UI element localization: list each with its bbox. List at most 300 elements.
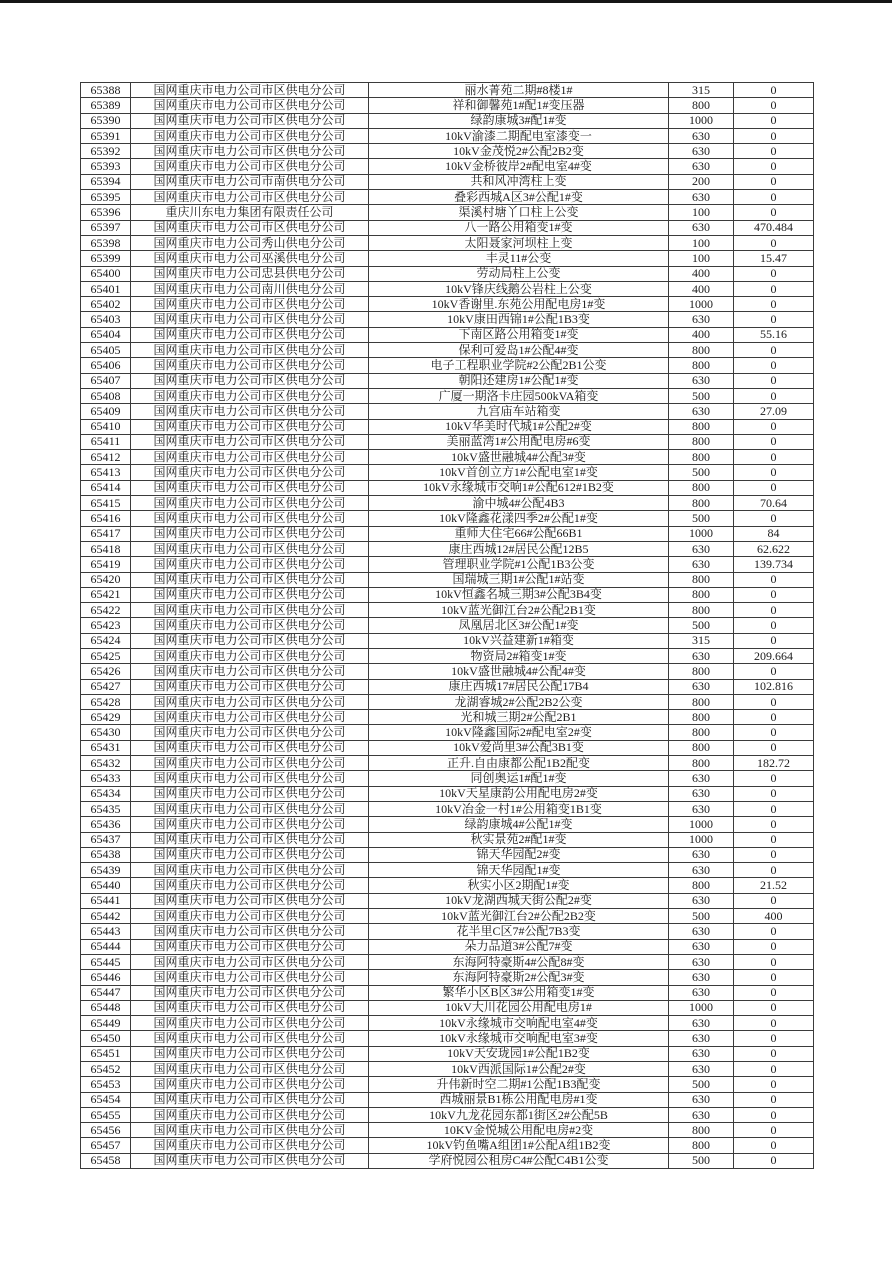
cell-id: 65415 (81, 496, 131, 511)
cell-name: 劳动局柱上公变 (369, 266, 669, 281)
table-row (81, 1062, 814, 1077)
cell-name: 繁华小区B区3#公用箱变1#变 (369, 985, 669, 1000)
cell-value: 0 (734, 1031, 814, 1046)
cell-company: 国网重庆市电力公司市区供电分公司 (131, 924, 369, 939)
cell-capacity: 800 (669, 756, 734, 771)
cell-company: 国网重庆市电力公司市区供电分公司 (131, 1092, 369, 1107)
cell-name: 10kV永缘城市交响配电室4#变 (369, 1016, 669, 1031)
table-row (81, 190, 814, 205)
table-row (81, 847, 814, 862)
cell-id: 65445 (81, 954, 131, 969)
cell-capacity: 630 (669, 557, 734, 572)
table-row (81, 1123, 814, 1138)
cell-name: 10kV永缘城市交响配电室3#变 (369, 1031, 669, 1046)
cell-value: 0 (734, 832, 814, 847)
cell-capacity: 630 (669, 312, 734, 327)
cell-capacity: 500 (669, 388, 734, 403)
cell-id: 65409 (81, 404, 131, 419)
cell-company: 国网重庆市电力公司市区供电分公司 (131, 541, 369, 556)
cell-id: 65421 (81, 587, 131, 602)
cell-name: 10kV盛世融城4#公配3#变 (369, 450, 669, 465)
cell-capacity: 400 (669, 281, 734, 296)
cell-name: 10KV金悦城公用配电房#2变 (369, 1123, 669, 1138)
cell-company: 国网重庆市电力公司市区供电分公司 (131, 511, 369, 526)
cell-id: 65427 (81, 679, 131, 694)
cell-name: 10kV钓鱼嘴A组团1#公配A组1B2变 (369, 1138, 669, 1153)
table-row (81, 954, 814, 969)
cell-capacity: 630 (669, 786, 734, 801)
cell-company: 国网重庆市电力公司市区供电分公司 (131, 710, 369, 725)
cell-capacity: 800 (669, 1123, 734, 1138)
cell-name: 下南区路公用箱变1#变 (369, 327, 669, 342)
table-row (81, 1138, 814, 1153)
cell-value: 0 (734, 786, 814, 801)
cell-capacity: 630 (669, 939, 734, 954)
cell-company: 国网重庆市电力公司市区供电分公司 (131, 327, 369, 342)
cell-company: 国网重庆市电力公司市区供电分公司 (131, 128, 369, 143)
cell-value: 55.16 (734, 327, 814, 342)
cell-name: 物资局2#箱变1#变 (369, 648, 669, 663)
table-row (81, 587, 814, 602)
cell-company: 国网重庆市电力公司市区供电分公司 (131, 404, 369, 419)
cell-company: 国网重庆市电力公司市区供电分公司 (131, 1153, 369, 1168)
table-row (81, 725, 814, 740)
cell-capacity: 630 (669, 220, 734, 235)
cell-capacity: 800 (669, 725, 734, 740)
cell-company: 国网重庆市电力公司市区供电分公司 (131, 618, 369, 633)
cell-id: 65394 (81, 174, 131, 189)
cell-value: 0 (734, 98, 814, 113)
cell-company: 国网重庆市电力公司市区供电分公司 (131, 725, 369, 740)
cell-capacity: 630 (669, 404, 734, 419)
table-row (81, 541, 814, 556)
table-row (81, 1153, 814, 1168)
cell-id: 65442 (81, 909, 131, 924)
table-row (81, 618, 814, 633)
cell-company: 国网重庆市电力公司南川供电分公司 (131, 281, 369, 296)
cell-name: 10kV天星康韵公用配电房2#变 (369, 786, 669, 801)
cell-name: 广厦一期洛卡庄园500kVA箱变 (369, 388, 669, 403)
cell-company: 国网重庆市电力公司巫溪供电分公司 (131, 251, 369, 266)
cell-company: 国网重庆市电力公司市区供电分公司 (131, 1016, 369, 1031)
cell-company: 国网重庆市电力公司市区供电分公司 (131, 1077, 369, 1092)
table-row (81, 480, 814, 495)
cell-capacity: 630 (669, 128, 734, 143)
cell-value: 0 (734, 1092, 814, 1107)
cell-id: 65399 (81, 251, 131, 266)
cell-id: 65391 (81, 128, 131, 143)
cell-name: 升伟新时空二期#1公配1B3配变 (369, 1077, 669, 1092)
cell-company: 国网重庆市电力公司市区供电分公司 (131, 113, 369, 128)
table-row (81, 128, 814, 143)
cell-value: 0 (734, 358, 814, 373)
cell-company: 国网重庆市电力公司市区供电分公司 (131, 1123, 369, 1138)
cell-company: 国网重庆市电力公司市区供电分公司 (131, 144, 369, 159)
cell-value: 0 (734, 1077, 814, 1092)
cell-capacity: 500 (669, 909, 734, 924)
cell-company: 国网重庆市电力公司市区供电分公司 (131, 1000, 369, 1015)
cell-capacity: 630 (669, 954, 734, 969)
cell-name: 祥和御馨苑1#配1#变压器 (369, 98, 669, 113)
table-row (81, 419, 814, 434)
cell-value: 0 (734, 863, 814, 878)
cell-id: 65452 (81, 1062, 131, 1077)
cell-name: 10kV爱尚里3#公配3B1变 (369, 740, 669, 755)
table-row (81, 1077, 814, 1092)
table-row (81, 786, 814, 801)
cell-capacity: 800 (669, 664, 734, 679)
table-row (81, 205, 814, 220)
cell-name: 10kV永缘城市交响1#公配612#1B2变 (369, 480, 669, 495)
table-row (81, 924, 814, 939)
cell-company: 国网重庆市电力公司市区供电分公司 (131, 679, 369, 694)
cell-capacity: 400 (669, 266, 734, 281)
cell-capacity: 315 (669, 633, 734, 648)
cell-capacity: 630 (669, 541, 734, 556)
cell-company: 国网重庆市电力公司市区供电分公司 (131, 358, 369, 373)
cell-capacity: 800 (669, 496, 734, 511)
cell-id: 65400 (81, 266, 131, 281)
table-row (81, 144, 814, 159)
cell-name: 保利可爱岛1#公配4#变 (369, 343, 669, 358)
cell-company: 国网重庆市电力公司市区供电分公司 (131, 847, 369, 862)
cell-id: 65401 (81, 281, 131, 296)
cell-value: 0 (734, 434, 814, 449)
cell-company: 国网重庆市电力公司市区供电分公司 (131, 878, 369, 893)
cell-id: 65453 (81, 1077, 131, 1092)
cell-value: 0 (734, 1000, 814, 1015)
cell-value: 0 (734, 801, 814, 816)
cell-name: 叠彩西城A区3#公配1#变 (369, 190, 669, 205)
cell-value: 0 (734, 1046, 814, 1061)
cell-id: 65418 (81, 541, 131, 556)
cell-name: 渝中城4#公配4B3 (369, 496, 669, 511)
cell-value: 0 (734, 419, 814, 434)
cell-company: 国网重庆市电力公司市区供电分公司 (131, 893, 369, 908)
cell-name: 朵力品道3#公配7#变 (369, 939, 669, 954)
cell-name: 10kV金桥彼岸2#配电室4#变 (369, 159, 669, 174)
cell-company: 国网重庆市电力公司市区供电分公司 (131, 465, 369, 480)
cell-name: 西城丽景B1栋公用配电房#1变 (369, 1092, 669, 1107)
cell-id: 65397 (81, 220, 131, 235)
cell-value: 0 (734, 893, 814, 908)
cell-name: 10kV康田西锦1#公配1B3变 (369, 312, 669, 327)
cell-capacity: 800 (669, 878, 734, 893)
cell-id: 65433 (81, 771, 131, 786)
cell-company: 国网重庆市电力公司市区供电分公司 (131, 496, 369, 511)
cell-id: 65396 (81, 205, 131, 220)
cell-capacity: 200 (669, 174, 734, 189)
cell-name: 10kV恒鑫名城三期3#公配3B4变 (369, 587, 669, 602)
cell-id: 65454 (81, 1092, 131, 1107)
cell-id: 65428 (81, 694, 131, 709)
table-row (81, 1107, 814, 1122)
cell-value: 0 (734, 572, 814, 587)
table-row (81, 863, 814, 878)
table-body (81, 83, 814, 1169)
cell-id: 65425 (81, 648, 131, 663)
cell-name: 10kV隆鑫国际2#配电室2#变 (369, 725, 669, 740)
cell-capacity: 1000 (669, 526, 734, 541)
cell-name: 10kV冶金一村1#公用箱变1B1变 (369, 801, 669, 816)
table-row (81, 327, 814, 342)
cell-capacity: 800 (669, 710, 734, 725)
cell-id: 65413 (81, 465, 131, 480)
cell-value: 0 (734, 587, 814, 602)
table-row (81, 817, 814, 832)
cell-company: 国网重庆市电力公司市区供电分公司 (131, 970, 369, 985)
cell-value: 0 (734, 1016, 814, 1031)
cell-capacity: 630 (669, 373, 734, 388)
cell-value: 0 (734, 725, 814, 740)
cell-id: 65412 (81, 450, 131, 465)
cell-value: 0 (734, 174, 814, 189)
cell-company: 国网重庆市电力公司市区供电分公司 (131, 98, 369, 113)
cell-company: 国网重庆市电力公司市区供电分公司 (131, 1031, 369, 1046)
cell-value: 0 (734, 159, 814, 174)
cell-capacity: 315 (669, 83, 734, 98)
cell-capacity: 100 (669, 205, 734, 220)
cell-id: 65419 (81, 557, 131, 572)
table-row (81, 740, 814, 755)
cell-company: 国网重庆市电力公司市区供电分公司 (131, 756, 369, 771)
cell-company: 国网重庆市电力公司市区供电分公司 (131, 297, 369, 312)
cell-capacity: 1000 (669, 1000, 734, 1015)
cell-capacity: 800 (669, 694, 734, 709)
cell-id: 65420 (81, 572, 131, 587)
cell-capacity: 800 (669, 450, 734, 465)
cell-capacity: 1000 (669, 832, 734, 847)
cell-name: 东海阿特豪斯4#公配8#变 (369, 954, 669, 969)
cell-id: 65457 (81, 1138, 131, 1153)
table-row (81, 832, 814, 847)
cell-name: 10kV龙湖西城天街公配2#变 (369, 893, 669, 908)
cell-value: 0 (734, 388, 814, 403)
table-row (81, 220, 814, 235)
cell-value: 209.664 (734, 648, 814, 663)
cell-id: 65407 (81, 373, 131, 388)
cell-capacity: 1000 (669, 817, 734, 832)
table-row (81, 343, 814, 358)
table-row (81, 664, 814, 679)
cell-company: 国网重庆市电力公司忠县供电分公司 (131, 266, 369, 281)
cell-company: 国网重庆市电力公司市区供电分公司 (131, 450, 369, 465)
cell-name: 10kV天安珑园1#公配1B2变 (369, 1046, 669, 1061)
cell-value: 0 (734, 373, 814, 388)
cell-id: 65404 (81, 327, 131, 342)
cell-id: 65410 (81, 419, 131, 434)
cell-id: 65449 (81, 1016, 131, 1031)
cell-company: 国网重庆市电力公司市区供电分公司 (131, 572, 369, 587)
table-row (81, 266, 814, 281)
table-row (81, 1031, 814, 1046)
table-row (81, 511, 814, 526)
cell-value: 102.816 (734, 679, 814, 694)
cell-id: 65414 (81, 480, 131, 495)
cell-id: 65389 (81, 98, 131, 113)
cell-company: 国网重庆市电力公司市区供电分公司 (131, 1062, 369, 1077)
cell-value: 0 (734, 771, 814, 786)
cell-id: 65448 (81, 1000, 131, 1015)
cell-value: 0 (734, 144, 814, 159)
cell-name: 丽水菁苑二期#8楼1# (369, 83, 669, 98)
cell-company: 国网重庆市电力公司市区供电分公司 (131, 1138, 369, 1153)
cell-company: 国网重庆市电力公司市区供电分公司 (131, 664, 369, 679)
cell-id: 65438 (81, 847, 131, 862)
cell-capacity: 800 (669, 343, 734, 358)
cell-name: 锦天华园配1#变 (369, 863, 669, 878)
cell-company: 国网重庆市电力公司市区供电分公司 (131, 190, 369, 205)
cell-id: 65437 (81, 832, 131, 847)
table-row (81, 878, 814, 893)
cell-capacity: 630 (669, 863, 734, 878)
cell-id: 65402 (81, 297, 131, 312)
table-row (81, 174, 814, 189)
cell-name: 太阳聂家河坝柱上变 (369, 235, 669, 250)
cell-value: 0 (734, 985, 814, 1000)
table-row (81, 939, 814, 954)
cell-value: 0 (734, 970, 814, 985)
cell-value: 0 (734, 235, 814, 250)
cell-id: 65426 (81, 664, 131, 679)
cell-capacity: 100 (669, 235, 734, 250)
cell-value: 0 (734, 710, 814, 725)
cell-capacity: 630 (669, 1046, 734, 1061)
cell-value: 0 (734, 954, 814, 969)
cell-capacity: 100 (669, 251, 734, 266)
cell-value: 0 (734, 1123, 814, 1138)
cell-company: 国网重庆市电力公司市区供电分公司 (131, 419, 369, 434)
cell-id: 65455 (81, 1107, 131, 1122)
table-row (81, 679, 814, 694)
table-row (81, 450, 814, 465)
cell-name: 10kV首创立方1#公配电室1#变 (369, 465, 669, 480)
table-row (81, 388, 814, 403)
cell-name: 花半里C区7#公配7B3变 (369, 924, 669, 939)
cell-name: 渠溪村塘丫口柱上公变 (369, 205, 669, 220)
table-row (81, 985, 814, 1000)
cell-value: 0 (734, 924, 814, 939)
cell-company: 国网重庆市电力公司市区供电分公司 (131, 863, 369, 878)
cell-id: 65446 (81, 970, 131, 985)
cell-company: 国网重庆市电力公司市区供电分公司 (131, 587, 369, 602)
cell-name: 10kV金茂悦2#公配2B2变 (369, 144, 669, 159)
cell-name: 绿韵康城3#配1#变 (369, 113, 669, 128)
cell-company: 国网重庆市电力公司市区供电分公司 (131, 480, 369, 495)
cell-id: 65390 (81, 113, 131, 128)
cell-id: 65439 (81, 863, 131, 878)
cell-value: 21.52 (734, 878, 814, 893)
table-row (81, 801, 814, 816)
cell-name: 10kV渝漆二期配电室漆变一 (369, 128, 669, 143)
cell-name: 光和城三期2#公配2B1 (369, 710, 669, 725)
table-row (81, 113, 814, 128)
cell-name: 八一路公用箱变1#变 (369, 220, 669, 235)
cell-id: 65435 (81, 801, 131, 816)
cell-value: 0 (734, 1153, 814, 1168)
cell-name: 10kV香谢里.东苑公用配电房1#变 (369, 297, 669, 312)
cell-capacity: 630 (669, 970, 734, 985)
table-row (81, 373, 814, 388)
cell-capacity: 500 (669, 1077, 734, 1092)
cell-value: 15.47 (734, 251, 814, 266)
cell-company: 国网重庆市电力公司市区供电分公司 (131, 801, 369, 816)
cell-company: 国网重庆市电力公司市区供电分公司 (131, 526, 369, 541)
cell-value: 0 (734, 603, 814, 618)
cell-company: 国网重庆市电力公司市区供电分公司 (131, 83, 369, 98)
table-row (81, 1000, 814, 1015)
cell-value: 0 (734, 618, 814, 633)
cell-capacity: 630 (669, 190, 734, 205)
cell-company: 国网重庆市电力公司市区供电分公司 (131, 909, 369, 924)
table-row (81, 694, 814, 709)
table-row (81, 281, 814, 296)
cell-name: 10kV华美时代城1#公配2#变 (369, 419, 669, 434)
table-row (81, 909, 814, 924)
cell-name: 康庄西城12#居民公配12B5 (369, 541, 669, 556)
cell-company: 国网重庆市电力公司市区供电分公司 (131, 954, 369, 969)
cell-value: 0 (734, 1107, 814, 1122)
cell-company: 国网重庆市电力公司市区供电分公司 (131, 603, 369, 618)
cell-value: 0 (734, 664, 814, 679)
cell-value: 0 (734, 1138, 814, 1153)
cell-name: 10kV兴益建新1#箱变 (369, 633, 669, 648)
table-row (81, 572, 814, 587)
cell-value: 0 (734, 281, 814, 296)
cell-company: 国网重庆市电力公司市区供电分公司 (131, 312, 369, 327)
cell-value: 0 (734, 1062, 814, 1077)
cell-id: 65450 (81, 1031, 131, 1046)
cell-id: 65458 (81, 1153, 131, 1168)
table-row (81, 633, 814, 648)
table-row (81, 235, 814, 250)
cell-id: 65422 (81, 603, 131, 618)
cell-id: 65417 (81, 526, 131, 541)
cell-capacity: 630 (669, 1031, 734, 1046)
cell-capacity: 800 (669, 587, 734, 602)
cell-value: 0 (734, 847, 814, 862)
table-row (81, 98, 814, 113)
cell-company: 国网重庆市电力公司市区供电分公司 (131, 434, 369, 449)
power-station-table-container (80, 82, 814, 1169)
cell-id: 65393 (81, 159, 131, 174)
cell-company: 国网重庆市电力公司市区供电分公司 (131, 985, 369, 1000)
cell-value: 0 (734, 266, 814, 281)
cell-name: 龙湖睿城2#公配2B2公变 (369, 694, 669, 709)
cell-value: 0 (734, 312, 814, 327)
cell-name: 东海阿特豪斯2#公配3#变 (369, 970, 669, 985)
cell-company: 国网重庆市电力公司市区供电分公司 (131, 740, 369, 755)
cell-capacity: 800 (669, 740, 734, 755)
cell-value: 0 (734, 817, 814, 832)
table-row (81, 312, 814, 327)
cell-value: 0 (734, 465, 814, 480)
table-row (81, 603, 814, 618)
table-row (81, 297, 814, 312)
cell-company: 国网重庆市电力公司市区供电分公司 (131, 832, 369, 847)
cell-name: 10kV九龙花园东都1街区2#公配5B (369, 1107, 669, 1122)
cell-id: 65388 (81, 83, 131, 98)
table-row (81, 159, 814, 174)
cell-capacity: 800 (669, 603, 734, 618)
cell-name: 同创奥运1#配1#变 (369, 771, 669, 786)
cell-id: 65392 (81, 144, 131, 159)
cell-company: 国网重庆市电力公司市区供电分公司 (131, 939, 369, 954)
cell-company: 国网重庆市电力公司市区供电分公司 (131, 388, 369, 403)
cell-capacity: 630 (669, 679, 734, 694)
cell-id: 65411 (81, 434, 131, 449)
cell-capacity: 500 (669, 618, 734, 633)
